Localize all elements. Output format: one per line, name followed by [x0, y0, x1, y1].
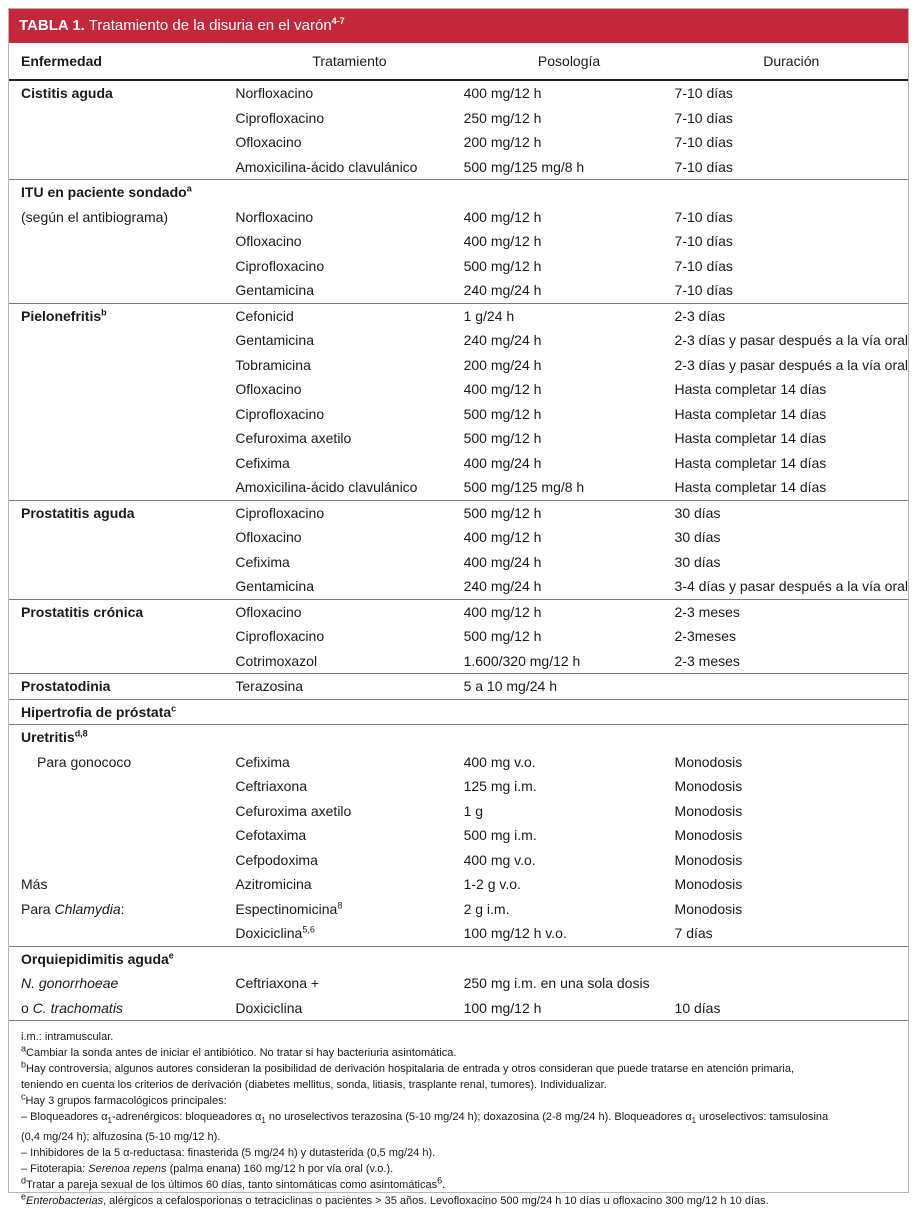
cell-tratamiento: Ofloxacino [235, 529, 302, 546]
cell-posologia: 500 mg/12 h [463, 257, 542, 274]
cell-posologia [464, 180, 675, 205]
cell-tratamiento: Ciprofloxacino [235, 504, 325, 521]
table-label: TABLA 1. [19, 17, 85, 34]
footnote-c-2: – Inhibidores de la 5 α-reductasa: finasterida (5 mg/24 h) y dutasterida (0,5 mg/24 h). [21, 1147, 436, 1160]
cell-duracion: 2-3 días y pasar después a la vía oral [674, 356, 908, 373]
cell-enfermedad: o C. trachomatis [9, 996, 235, 1021]
cell-posologia: 500 mg/125 mg/8 h [464, 155, 675, 180]
cell-enfermedad: Cistitis aguda [21, 85, 113, 102]
cell-duracion: 7-10 días [674, 134, 733, 151]
cell-duracion: 30 días [674, 529, 721, 546]
cell-duracion: 7-10 días [674, 109, 733, 126]
cell-tratamiento: Doxiciclina [235, 996, 463, 1021]
cell-posologia: 1 g/24 h [463, 307, 515, 324]
cell-tratamiento: Amoxicilina-ácido clavulánico [235, 155, 463, 180]
cell-posologia: 1.600/320 mg/12 h [464, 649, 675, 674]
footnote-b-cont: teniendo en cuenta los criterios de derivación (diabetes mellitus, sonda, litiasis, trasplante renal, tumores). Individualizar. [21, 1079, 607, 1091]
cell-tratamiento: Azitromicina [235, 876, 312, 893]
table-row [9, 500, 908, 525]
cell-tratamiento: Cefixima [235, 753, 290, 770]
footnote-im: i.m.: intramuscular. [21, 1031, 114, 1043]
cell-enfermedad [9, 475, 235, 500]
cell-enfermedad [9, 328, 235, 353]
cell-enfermedad [9, 525, 235, 550]
footnotes [9, 1021, 908, 1209]
cell-posologia: 250 mg i.m. en una sola dosis [463, 975, 650, 992]
cell-tratamiento: Ofloxacino [235, 134, 302, 151]
cell-tratamiento: Terazosina [235, 674, 463, 700]
cell-tratamiento: Tobramicina [235, 356, 311, 373]
cell-duracion [675, 971, 908, 996]
footnote-c: $^c$Hay 3 grupos farmacológicos principales: [21, 1091, 227, 1107]
footnote-c-3: – Fitoterapia: Serenoa repens (palma enana) 160 mg/12 h por vía oral (v.o.). [21, 1163, 394, 1176]
cell-posologia: 1 g [463, 802, 484, 819]
cell-tratamiento: Norfloxacino [235, 208, 314, 225]
cell-enfermedad [9, 823, 235, 848]
cell-duracion: 7-10 días [674, 233, 733, 250]
cell-enfermedad [9, 106, 235, 131]
cell-duracion: Monodosis [674, 778, 743, 795]
cell-enfermedad: Pielonefritis$^b$ [21, 307, 107, 324]
cell-posologia: 500 mg/125 mg/8 h [464, 475, 675, 500]
table-row [9, 725, 908, 750]
cell-posologia: 400 mg/12 h [463, 603, 542, 620]
cell-duracion: 2-3meses [674, 628, 736, 645]
cell-tratamiento: Doxiciclina$^{5,6}$ [235, 921, 463, 946]
cell-duracion: 30 días [674, 553, 721, 570]
cell-posologia: 100 mg/12 h v.o. [464, 921, 675, 946]
table-row [9, 130, 908, 155]
cell-posologia: 125 mg i.m. [463, 778, 537, 795]
table-row [9, 180, 908, 205]
footnote-d: $^d$Tratar a pareja sexual de los últimos 60 días, tanto sintomáticas como asintomáticas$^6$. [21, 1175, 446, 1192]
cell-posologia: 400 mg v.o. [463, 851, 536, 868]
cell-enfermedad [9, 402, 235, 427]
table-frame [8, 8, 909, 1208]
header-tratamiento: Tratamiento [235, 43, 463, 80]
table-row [9, 624, 908, 649]
header-duracion: Duración [675, 43, 908, 80]
cell-posologia: 200 mg/12 h [463, 134, 542, 151]
table-row [9, 649, 908, 674]
cell-posologia: 500 mg/12 h [463, 504, 542, 521]
cell-posologia: 400 mg/24 h [463, 454, 542, 471]
cell-posologia [464, 725, 675, 750]
cell-tratamiento [235, 946, 463, 971]
header-row [9, 43, 908, 80]
cell-enfermedad: N. gonorrhoeae [21, 975, 119, 992]
cell-enfermedad [9, 130, 235, 155]
table-body [9, 80, 908, 1021]
cell-enfermedad [9, 451, 235, 476]
cell-enfermedad: Para Chlamydia: [21, 900, 125, 917]
cell-duracion: Monodosis [674, 753, 743, 770]
cell-duracion: 30 días [674, 504, 721, 521]
table-row [9, 106, 908, 131]
table-row [9, 254, 908, 279]
cell-enfermedad: Prostatitis crónica [21, 603, 144, 620]
header-posologia: Posología [464, 43, 675, 80]
table-row [9, 971, 908, 996]
cell-tratamiento: Cefuroxima axetilo [235, 430, 352, 447]
cell-posologia: 400 mg/24 h [463, 553, 542, 570]
cell-enfermedad: Hipertrofia de próstata$^c$ [9, 699, 235, 725]
cell-posologia: 200 mg/24 h [463, 356, 542, 373]
cell-posologia: 500 mg/12 h [463, 430, 542, 447]
cell-posologia: 240 mg/24 h [463, 332, 542, 349]
table-row [9, 996, 908, 1021]
cell-tratamiento: Cefuroxima axetilo [235, 802, 352, 819]
cell-posologia: 500 mg/12 h [463, 628, 542, 645]
cell-tratamiento: Cefixima [235, 553, 290, 570]
cell-enfermedad [9, 155, 235, 180]
cell-tratamiento: Amoxicilina-ácido clavulánico [235, 475, 463, 500]
cell-enfermedad: ITU en paciente sondado$^a$ [21, 183, 192, 201]
cell-enfermedad: Uretritis$^{d,8}$ [21, 728, 88, 746]
table-row [9, 674, 908, 700]
cell-duracion: 3-4 días y pasar después a la vía oral [675, 574, 908, 599]
cell-duracion: 2-3 meses [674, 603, 740, 620]
cell-tratamiento: Ceftriaxona [235, 778, 307, 795]
cell-duracion: Hasta completar 14 días [674, 454, 827, 471]
cell-enfermedad [9, 774, 235, 799]
cell-duracion: Hasta completar 14 días [675, 475, 908, 500]
cell-enfermedad [9, 426, 235, 451]
table-row [9, 426, 908, 451]
footnote-c-1: – Bloqueadores $\alpha_1$-adrenérgicos: bloqueadores $\alpha_1$ no uroselectivos terazosina (5-10 mg/24 h); doxazosina (2-8 mg/24 h). Bloqueadores $\alpha_1$ uroselectivos: tamsulosina [21, 1111, 829, 1126]
cell-enfermedad: Para gonococo [37, 753, 132, 770]
cell-posologia: 400 mg/12 h [463, 208, 542, 225]
footnote-b: $^b$Hay controversia, algunos autores consideran la posibilidad de derivación hospitalaria de entrada y otros consideran que puede tratarse en atención primaria, [21, 1059, 795, 1075]
cell-posologia: 400 mg/12 h [463, 85, 542, 102]
cell-enfermedad [9, 921, 235, 946]
cell-posologia: 240 mg/24 h [464, 278, 675, 303]
table-row [9, 823, 908, 848]
cell-enfermedad: Más [21, 876, 48, 893]
footnote-e: $^e$Enterobacterias, alérgicos a cefalosporionas o tetraciclinas o pacientes > 35 años. Levofloxacino 500 mg/24 h 10 días u ofloxacino 300 mg/12 h 10 días. [21, 1191, 769, 1208]
cell-posologia: 400 mg v.o. [463, 753, 536, 770]
table-row [9, 550, 908, 575]
table-row [9, 872, 908, 897]
cell-tratamiento: Gentamicina [235, 278, 463, 303]
cell-tratamiento: Ceftriaxona + [235, 975, 320, 992]
table-row [9, 402, 908, 427]
table-row [9, 921, 908, 946]
cell-tratamiento: Cefonicid [235, 307, 294, 324]
cell-posologia: 400 mg/12 h [463, 381, 542, 398]
table-row [9, 205, 908, 230]
cell-duracion: 10 días [675, 996, 908, 1021]
cell-posologia: 500 mg i.m. [463, 827, 537, 844]
cell-enfermedad [9, 278, 235, 303]
cell-duracion: 7 días [675, 921, 908, 946]
cell-tratamiento: Ciprofloxacino [235, 405, 325, 422]
table-row [9, 80, 908, 106]
table-title-ref: 4-7 [331, 16, 345, 26]
cell-tratamiento: Ciprofloxacino [235, 628, 325, 645]
cell-enfermedad: Orquiepidimitis aguda$^e$ [21, 950, 174, 967]
footnote-a: $^a$Cambiar la sonda antes de iniciar el antibiótico. No tratar si hay bacteriuria asintomática. [21, 1043, 457, 1059]
cell-tratamiento: Cefpodoxima [235, 851, 318, 868]
cell-tratamiento [235, 699, 463, 725]
cell-duracion: 7-10 días [674, 208, 733, 225]
cell-posologia: 1-2 g v.o. [463, 876, 521, 893]
cell-duracion: Monodosis [674, 802, 743, 819]
cell-enfermedad [9, 574, 235, 599]
cell-posologia [464, 699, 675, 725]
cell-tratamiento: Ofloxacino [235, 233, 302, 250]
cell-enfermedad [9, 799, 235, 824]
cell-posologia: 5 a 10 mg/24 h [464, 674, 675, 700]
table-row [9, 451, 908, 476]
cell-duracion: Monodosis [674, 900, 743, 917]
cell-duracion: Monodosis [674, 827, 743, 844]
table-row [9, 750, 908, 775]
treatment-table [9, 43, 908, 1021]
cell-tratamiento: Cefixima [235, 454, 290, 471]
cell-posologia: 400 mg/12 h [463, 529, 542, 546]
cell-duracion [675, 699, 908, 725]
table-row [9, 525, 908, 550]
cell-enfermedad [9, 624, 235, 649]
cell-duracion [675, 674, 908, 700]
cell-posologia: 400 mg/12 h [463, 233, 542, 250]
cell-enfermedad [9, 649, 235, 674]
cell-enfermedad: Prostatitis aguda [21, 504, 135, 521]
cell-tratamiento [235, 725, 463, 750]
cell-duracion: 7-10 días [675, 278, 908, 303]
cell-enfermedad [9, 550, 235, 575]
cell-duracion [675, 725, 908, 750]
table-title: Tratamiento de la disuria en el varón [88, 17, 332, 34]
cell-enfermedad: (según el antibiograma) [21, 208, 169, 225]
table-row [9, 897, 908, 922]
header-enfermedad: Enfermedad [9, 43, 235, 80]
table-row [9, 574, 908, 599]
table-row [9, 303, 908, 328]
cell-tratamiento: Gentamicina [235, 332, 314, 349]
cell-tratamiento: Ciprofloxacino [235, 109, 325, 126]
table-row [9, 946, 908, 971]
table-row [9, 377, 908, 402]
cell-duracion: 7-10 días [674, 85, 733, 102]
cell-duracion: 2-3 días [674, 307, 726, 324]
cell-enfermedad [9, 254, 235, 279]
table-row [9, 278, 908, 303]
cell-tratamiento: Cotrimoxazol [235, 649, 463, 674]
cell-posologia: 100 mg/12 h [464, 996, 675, 1021]
cell-duracion: Monodosis [674, 851, 743, 868]
cell-tratamiento: Ofloxacino [235, 603, 302, 620]
table-row [9, 799, 908, 824]
cell-tratamiento: Norfloxacino [235, 85, 314, 102]
cell-tratamiento: Espectinomicina$^8$ [235, 900, 343, 917]
table-row [9, 699, 908, 725]
table-row [9, 353, 908, 378]
cell-posologia: 500 mg/12 h [463, 405, 542, 422]
table-row [9, 599, 908, 624]
cell-tratamiento [235, 180, 463, 205]
cell-duracion [675, 180, 908, 205]
cell-duracion: 7-10 días [674, 257, 733, 274]
cell-enfermedad: Prostatodinia [9, 674, 235, 700]
cell-tratamiento: Ofloxacino [235, 381, 302, 398]
cell-enfermedad [9, 848, 235, 873]
cell-enfermedad [9, 353, 235, 378]
cell-posologia: 2 g i.m. [463, 900, 510, 917]
table-row [9, 155, 908, 180]
cell-duracion: 2-3 días y pasar después a la vía oral [674, 332, 908, 349]
cell-duracion: Monodosis [674, 876, 743, 893]
table-row [9, 229, 908, 254]
cell-posologia: 250 mg/12 h [463, 109, 542, 126]
table-row [9, 328, 908, 353]
cell-posologia: 240 mg/24 h [464, 574, 675, 599]
table-title-bar [9, 9, 908, 43]
cell-tratamiento: Cefotaxima [235, 827, 307, 844]
cell-duracion: Hasta completar 14 días [674, 405, 827, 422]
table-row [9, 475, 908, 500]
cell-tratamiento: Gentamicina [235, 574, 463, 599]
table-row [9, 774, 908, 799]
cell-duracion: 7-10 días [675, 155, 908, 180]
table-row [9, 848, 908, 873]
cell-duracion: Hasta completar 14 días [674, 381, 827, 398]
cell-duracion: 2-3 meses [675, 649, 908, 674]
cell-duracion [675, 946, 908, 971]
cell-posologia [464, 946, 675, 971]
cell-enfermedad [9, 377, 235, 402]
cell-enfermedad [9, 229, 235, 254]
cell-duracion: Hasta completar 14 días [674, 430, 827, 447]
cell-tratamiento: Ciprofloxacino [235, 257, 325, 274]
footnote-c-1-cont: (0,4 mg/24 h); alfuzosina (5-10 mg/12 h). [21, 1131, 221, 1144]
